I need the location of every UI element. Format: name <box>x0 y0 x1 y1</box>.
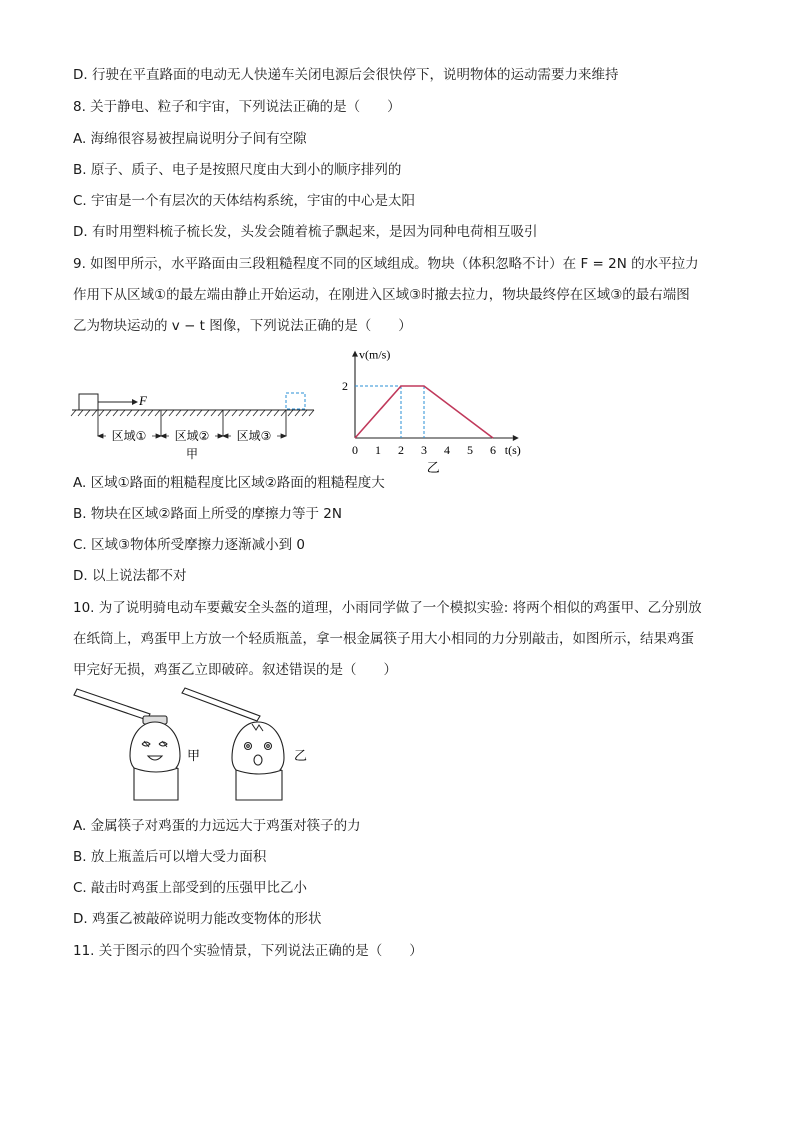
q9-option-d: D. 以上说法都不对 <box>73 568 187 584</box>
q9-stem-line3: 乙为物块运动的 v − t 图像，下列说法正确的是（ ） <box>73 318 412 334</box>
zone2-label: 区域② <box>174 429 210 443</box>
q9-stem-line1: 9. 如图甲所示，水平路面由三段粗糙程度不同的区域组成。物块（体积忽略不计）在 F = 2N 的水平拉力 <box>73 256 699 272</box>
block <box>79 394 98 410</box>
egg-b-shell <box>232 722 284 776</box>
q10-option-d: D. 鸡蛋乙被敲碎说明力能改变物体的形状 <box>73 911 322 927</box>
y-tick-label-2: 2 <box>342 379 348 393</box>
x-tick-label-5: 5 <box>467 443 473 457</box>
ground-hatching <box>71 410 314 416</box>
x-tick-label-6: 6 <box>490 443 496 457</box>
force-label: F <box>139 393 147 408</box>
x-tick-label-4: 4 <box>444 443 450 457</box>
q8-option-c: C. 宇宙是一个有层次的天体结构系统，宇宙的中心是太阳 <box>73 193 416 209</box>
q8-stem: 8. 关于静电、粒子和宇宙，下列说法正确的是（ ） <box>73 99 401 115</box>
egg-a-label: 甲 <box>187 749 201 764</box>
x-tick-label-0: 0 <box>352 443 358 457</box>
force-arrowhead <box>132 399 138 405</box>
q9-option-a: A. 区域①路面的粗糙程度比区域②路面的粗糙程度大 <box>73 475 385 491</box>
q7-option-d: D. 行驶在平直路面的电动无人快递车关闭电源后会很快停下，说明物体的运动需要力来维持 <box>73 67 619 83</box>
chart-caption: 乙 <box>426 461 440 476</box>
q10-stem-line2: 在纸筒上，鸡蛋甲上方放一个轻质瓶盖，拿一根金属筷子用大小相同的力分别敲击，如图所示，结果鸡蛋 <box>73 631 694 647</box>
x-tick-label-2: 2 <box>398 443 404 457</box>
x-axis-arrow <box>513 435 519 441</box>
egg-b-label: 乙 <box>294 749 308 764</box>
road-caption: 甲 <box>185 447 199 461</box>
x-tick-label-3: 3 <box>421 443 427 457</box>
q10-stem-line3: 甲完好无损，鸡蛋乙立即破碎。叙述错误的是（ ） <box>73 662 397 678</box>
zone3-label: 区域③ <box>236 429 272 443</box>
q9-stem-line2: 作用下从区域①的最左端由静止开始运动，在刚进入区域③时撤去拉力，物块最终停在区域③的最右端图 <box>73 287 690 303</box>
tube-a <box>134 768 178 800</box>
q10-stem-line1: 10. 为了说明骑电动车要戴安全头盔的道理，小雨同学做了一个模拟实验: 将两个相似的鸡蛋甲、乙分别放 <box>73 600 702 616</box>
egg-a <box>74 689 180 800</box>
q11-stem: 11. 关于图示的四个实验情景，下列说法正确的是（ ） <box>73 943 423 959</box>
q8-option-a: A. 海绵很容易被捏扁说明分子间有空隙 <box>73 131 307 147</box>
final-block-dashed <box>286 393 305 409</box>
chopstick-b <box>182 688 260 721</box>
x-tick-label-1: 1 <box>375 443 381 457</box>
q10-option-a: A. 金属筷子对鸡蛋的力远远大于鸡蛋对筷子的力 <box>73 818 361 834</box>
vt-chart <box>335 340 535 476</box>
zone1-label: 区域① <box>111 429 147 443</box>
egg-figure <box>70 688 320 806</box>
y-axis-label: v(m/s) <box>359 347 391 362</box>
q9-option-c: C. 区域③物体所受摩擦力逐渐减小到 0 <box>73 537 305 553</box>
q9-option-b: B. 物块在区域②路面上所受的摩擦力等于 2N <box>73 506 342 522</box>
egg-b <box>182 688 284 800</box>
q8-option-d: D. 有时用塑料梳子梳长发，头发会随着梳子飘起来，是因为同种电荷相互吸引 <box>73 224 538 240</box>
q8-option-b: B. 原子、质子、电子是按照尺度由大到小的顺序排列的 <box>73 162 402 178</box>
egg-a-shell <box>130 722 180 774</box>
q10-option-c: C. 敲击时鸡蛋上部受到的压强甲比乙小 <box>73 880 308 896</box>
chopstick-a <box>74 689 150 720</box>
x-axis-label: t(s) <box>504 443 521 457</box>
road-figure <box>70 388 320 463</box>
q10-option-b: B. 放上瓶盖后可以增大受力面积 <box>73 849 267 865</box>
y-axis-arrow <box>352 351 358 357</box>
